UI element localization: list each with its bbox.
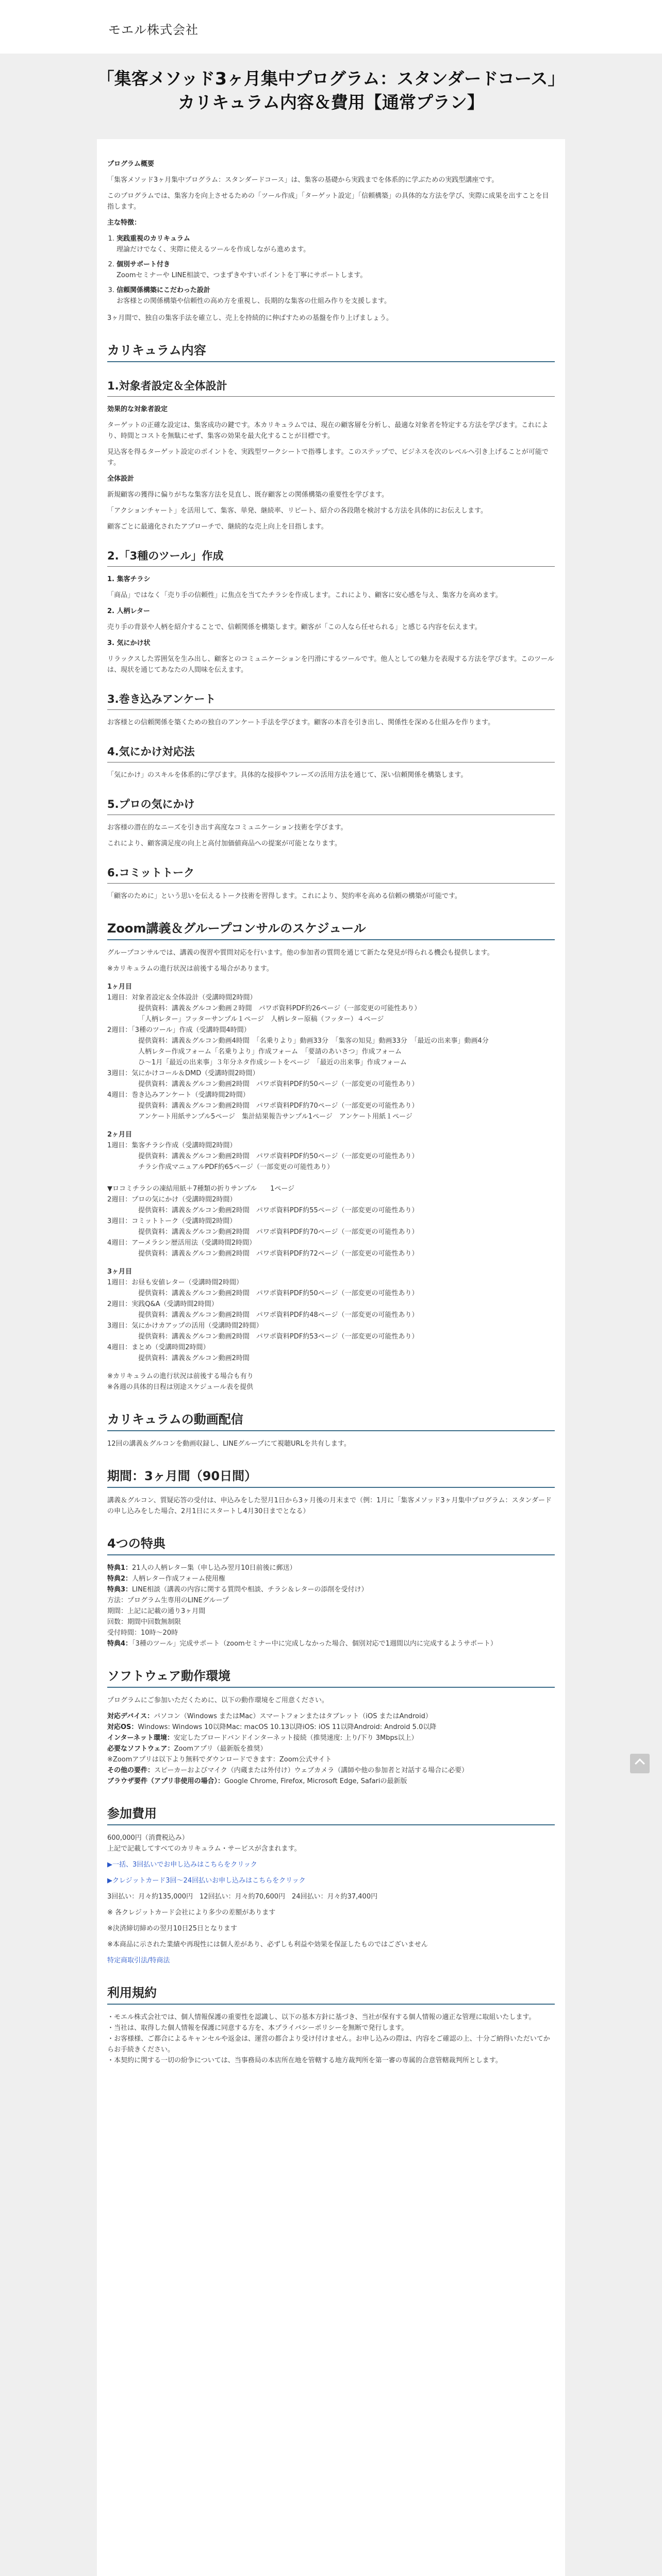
fee-note: ※本商品に示された業績や再現性には個人差があり、必ずしも利益や効果を保証したものではございません xyxy=(107,1941,428,1948)
software-line xyxy=(107,1743,555,1754)
overview-label: プログラム概要 xyxy=(107,160,154,168)
tool-desc: 売り手の背景や人柄を紹介することで、信頼関係を構築します。顧客が「この人なら任せられる」と感じる内容を伝えます。 xyxy=(107,623,482,631)
paragraph: 12回の講義＆グルコンを動画収録し、LINEグループにて視聴URLを共有します。 xyxy=(107,1440,351,1448)
section-heading-schedule: Zoom講義＆グループコンサルのスケジュール xyxy=(107,923,555,940)
price: 600,000円（消費税込み） xyxy=(107,1834,189,1842)
benefits-list xyxy=(107,1563,555,1649)
software-line-text: パソコン（Windows またはMac）スマートフォンまたはタブレット（iOS またはAndroid） xyxy=(154,1713,432,1720)
terms-line: ・モエル株式会社では、個人情報保護の重要性を認識し、以下の基本方針に基づき、当社が保有する個人情報の適正な管理に取組いたします。 xyxy=(107,2013,536,2021)
benefits-line-text: 「3種のツール」完成サポート（zoomセミナー中に完成しなかった場合、個別対応で1週間以内に完成するようサポート） xyxy=(132,1640,497,1648)
schedule-line: 1週目：お昼も安値レター（受講時間2時間） xyxy=(107,1279,243,1286)
software-line xyxy=(107,1733,555,1743)
terms-line: ・当社は、取得した個人情報を保護に同意する方を、本プライバシーポリシーを無断で発行します。 xyxy=(107,2024,408,2032)
apply-credit-installment-link[interactable]: ▶クレジットカード3回〜24回払いお申し込みはこちらをクリック xyxy=(107,1877,306,1885)
schedule-line: 提供資料：講義＆グルコン動画２時間 パワポ資料PDF約26ページ（一部変更の可能性あり） xyxy=(138,1005,421,1012)
feature-desc: 理論だけでなく、実際に使えるツールを作成しながら進めます。 xyxy=(117,246,310,253)
subsection-heading-5: 5.プロの気にかけ xyxy=(107,799,555,815)
software-line-text: Zoomアプリ（最新版を推奨） xyxy=(174,1745,267,1753)
tool-title: 3. 気にかけ状 xyxy=(107,639,151,647)
features-label: 主な特徴： xyxy=(107,219,141,227)
page-title-line1: 「集客メソッド3ヶ月集中プログラム：スタンダードコース」 xyxy=(97,69,565,89)
software-line xyxy=(107,1722,555,1733)
paragraph: 「顧客のために」という思いを伝えるトーク技術を習得します。これにより、契約率を高める信頼の構築が可能です。 xyxy=(107,892,461,900)
tool-title: 1. 集客チラシ xyxy=(107,575,151,583)
apply-lump-sum-link[interactable]: ▶一括、3回払いでお申し込みはこちらをクリック xyxy=(107,1861,257,1869)
software-line-label: その他の要件： xyxy=(107,1767,155,1774)
schedule-line: ▼ロコミチラシの凍結用紙＋7種類の折りサンプル 1ページ xyxy=(107,1185,295,1193)
section-heading-curriculum: カリキュラム内容 xyxy=(107,345,555,362)
page-hero xyxy=(0,54,662,131)
section-heading-video: カリキュラムの動画配信 xyxy=(107,1414,555,1431)
schedule-line: 「人柄レター」フッターサンプル１ページ 人柄レター原稿（フッター）４ページ xyxy=(138,1015,384,1023)
tool-title: 2. 人柄レター xyxy=(107,607,150,615)
schedule-line: 提供資料：講義＆グルコン動画2時間 パワポ資料PDF約50ページ（一部変更の可能性あり） xyxy=(138,1290,419,1297)
schedule-line: 4週目：アーメラシン歴活用法（受講時間2時間） xyxy=(107,1239,256,1247)
schedule-line: 2週目：「3種のツール」作成（受講時間4時間） xyxy=(107,1026,251,1034)
benefits-line-text: LINE相談（講義の内容に関する質問や相談、チラシ＆レターの添削を受付け） xyxy=(132,1586,368,1594)
schedule-line: 提供資料：講義＆グルコン動画2時間 xyxy=(138,1354,250,1362)
benefits-line xyxy=(107,1595,555,1606)
section-heading-benefits: 4つの特典 xyxy=(107,1538,555,1555)
schedule-month-label: 1ヶ月目 xyxy=(107,983,133,991)
paragraph: 顧客ごとに最適化されたアプローチで、継続的な売上向上を目指します。 xyxy=(107,523,328,531)
schedule-line: 提供資料：講義＆グルコン動画2時間 パワポ資料PDF約50ページ（一部変更の可能性あり） xyxy=(138,1080,419,1088)
software-line-text: ※Zoomアプリは以下より無料でダウンロードできます：Zoom公式サイト xyxy=(107,1756,332,1764)
schedule-line: 4週目：まとめ（受講時間2時間） xyxy=(107,1344,210,1351)
software-line-text: Google Chrome, Firefox, Microsoft Edge, Safariの最新版 xyxy=(224,1777,407,1785)
paragraph: 「アクションチャート」を活用して、集客、単発、継続率、リピート、紹介の各段階を検討する方法を具体的にお伝えします。 xyxy=(107,507,487,515)
schedule-line: 提供資料：講義＆グルコン動画4時間 「名乗りより」動画33分 「集客の知見」動画33分 「最近の出来事」動画4分 xyxy=(138,1037,489,1045)
subsection-heading-2: 2.「3種のツール」作成 xyxy=(107,551,555,567)
schedule-line: アンケート用紙サンプル5ページ 集計結果報告サンプル1ページ アンケート用紙１ページ xyxy=(138,1113,412,1121)
site-header xyxy=(0,0,662,54)
schedule-line: 1週目：対象者設定＆全体設計（受講時間2時間） xyxy=(107,994,257,1002)
feature-item xyxy=(117,259,555,281)
paragraph: 講義＆グルコン、質疑応答の受付は、申込みをした翌月1日から3ヶ月後の月末まで（例：1月に「集客メソッド3ヶ月集中プログラム：スタンダードの申し込みをした場合、2月1日にスタートし4月30日までとなる） xyxy=(107,1497,552,1515)
label-overall-design: 全体設計 xyxy=(107,475,135,483)
feature-item xyxy=(117,285,555,307)
feature-desc: Zoomセミナーや LINE相談で、つまずきやすいポイントを丁寧にサポートします。 xyxy=(117,272,367,279)
fee-note: ※決済締切締めの翌月10日25日となります xyxy=(107,1925,237,1933)
overview-paragraph: 「集客メソッド3ヶ月集中プログラム：スタンダードコース」は、集客の基礎から実践までを体系的に学ぶための実践型講座です。 xyxy=(107,176,499,184)
terms-line: ・本契約に関する一切の紛争については、当事務局の本店所在地を管轄する地方裁判所を第一審の専属的合意管轄裁判所とします。 xyxy=(107,2057,502,2064)
paragraph: 見込客を得るターゲット設定のポイントを、実践型ワークシートで指導します。このステップで、ビジネスを次のレベルへ引き上げることが可能です。 xyxy=(107,448,549,467)
company-name[interactable]: モエル株式会社 xyxy=(108,23,198,37)
benefits-line-text: 回数：期間中回数無制限 xyxy=(107,1618,181,1626)
benefits-line-text: 方法：プログラム生専用のLINEグループ xyxy=(107,1597,229,1604)
schedule-note: ※カリキュラムの進行状況は前後する場合も有り xyxy=(107,1372,254,1380)
paragraph: プログラムにご参加いただくために、以下の動作環境をご用意ください。 xyxy=(107,1697,328,1704)
benefits-line-text: 人柄レター作成フォーム使用権 xyxy=(132,1575,225,1583)
schedule-line: 提供資料：講義＆グルコン動画2時間 パワポ資料PDF約72ページ（一部変更の可能性あり） xyxy=(138,1250,419,1258)
subsection-heading-3: 3.巻き込みアンケート xyxy=(107,694,555,710)
section-heading-terms: 利用規約 xyxy=(107,1988,555,2005)
benefits-line xyxy=(107,1584,555,1595)
schedule-intro: グループコンサルでは、講義の復習や質問対応を行います。他の参加者の質問を通じて新たな発見が得られる機会も提供します。 xyxy=(107,949,494,957)
paragraph: 「気にかけ」のスキルを体系的に学びます。具体的な接拶やフレーズの活用方法を通じて、深い信頼関係を構築します。 xyxy=(107,771,468,779)
schedule-line: 提供資料：講義＆グルコン動画2時間 パワポ資料PDF約48ページ（一部変更の可能性あり） xyxy=(138,1311,419,1319)
software-line-text: スピーカーおよびマイク（内蔵または外付け）ウェブカメラ（講師や他の参加者と対話する場合に必要） xyxy=(154,1767,469,1774)
section-heading-fee: 参加費用 xyxy=(107,1808,555,1825)
schedule-line: 1週目：集客チラシ作成（受講時間2時間） xyxy=(107,1142,237,1149)
benefits-line xyxy=(107,1573,555,1584)
feature-title: 1. 実践重視のカリキュラム xyxy=(117,235,190,243)
tool-desc: 「商品」ではなく「売り手の信頼性」に焦点を当てたチラシを作成します。これにより、顧客に安心感を与え、集客力を高めます。 xyxy=(107,591,502,599)
schedule-line: 2週目：実践Q&A（受講時間2時間） xyxy=(107,1300,218,1308)
schedule-month-label: 2ヶ月目 xyxy=(107,1131,133,1139)
feature-desc: お客様との関係構築や信頼性の高め方を重視し、長期的な集客の仕組み作りを支援します。 xyxy=(117,297,391,305)
benefits-line-text: 受付時間：10時〜20時 xyxy=(107,1629,178,1637)
software-line-text: Windows: Windows 10以降Mac: macOS 10.13以降iOS: iOS 11以降Android: Android 5.0以降 xyxy=(138,1723,437,1731)
schedule-note: ※カリキュラムの進行状況は前後する場合があります。 xyxy=(107,965,273,973)
subsection-heading-1: 1.対象者設定＆全体設計 xyxy=(107,381,555,397)
feature-title: 3. 信頼関係構築にこだわった設計 xyxy=(117,286,210,294)
benefits-line-text: 期間：上記に記載の通り3ヶ月間 xyxy=(107,1607,206,1615)
paragraph: 新規顧客の獲得に偏りがちな集客方法を見直し、既存顧客との関係構築の重要性を学びます。 xyxy=(107,491,388,499)
software-line xyxy=(107,1754,555,1765)
schedule-line: ひ〜1月「最近の出来事」３年分ネタ作成シートをページ 「最近の出来事」作成フォーム xyxy=(138,1059,407,1066)
content-card xyxy=(97,139,565,2576)
paragraph: ターゲットの正確な設定は、集客成功の鍵です。本カリキュラムでは、現在の顧客層を分析し、最適な対象者を特定する方法を学びます。これにより、時間とコストを無駄にせず、集客の効果を最大化することが目標です。 xyxy=(107,421,549,440)
fee-note: ※ 各クレジットカード会社により多少の差額があります xyxy=(107,1909,276,1917)
benefits-line xyxy=(107,1563,555,1573)
software-line-text: 安定したブロードバンドインターネット接続（推奨速度: 上り/下り 3Mbps以上） xyxy=(173,1734,418,1742)
installment-amounts: 3回払い：月々約135,000円 12回払い：月々約70,600円 24回払い：月々約37,400円 xyxy=(107,1893,378,1901)
schedule-month-label: 3ヶ月目 xyxy=(107,1268,133,1276)
software-line-label: 必要なソフトウェア： xyxy=(107,1745,174,1753)
price-note: 上記で記載してすべてのカリキュラム・サービスが含まれます。 xyxy=(107,1845,301,1853)
software-line-label: 対応デバイス： xyxy=(107,1713,154,1720)
software-line-label: ブラウザ要件（アプリ非使用の場合）： xyxy=(107,1777,224,1785)
section-heading-software: ソフトウェア動作環境 xyxy=(107,1671,555,1688)
schedule-line: 2週目：プロの気にかけ（受講時間2時間） xyxy=(107,1196,237,1204)
page-title xyxy=(0,54,662,114)
subsection-heading-4: 4.気にかけ対応法 xyxy=(107,747,555,762)
overview-closing: 3ヶ月間で、独自の集客手法を確立し、売上を持続的に伸ばすための基盤を作り上げましょう。 xyxy=(107,314,393,322)
subsection-heading-6: 6.コミットトーク xyxy=(107,868,555,884)
benefits-line-label: 特典3： xyxy=(107,1586,133,1594)
terms-list xyxy=(107,2012,555,2066)
schedule-line: 提供資料：講義＆グルコン動画2時間 パワポ資料PDF約70ページ（一部変更の可能性あり） xyxy=(138,1228,419,1236)
benefits-line-text: 21人の人柄レター集（申し込み翌月10日前後に郵送） xyxy=(132,1564,296,1572)
feature-item xyxy=(117,233,555,255)
schedule-note: ※各週の具体的日程は別途スケジュール表を提供 xyxy=(107,1383,254,1391)
schedule-list xyxy=(107,981,555,1364)
page-title-line2: カリキュラム内容＆費用【通常プラン】 xyxy=(178,92,484,112)
schedule-line: 3週目：気にかけコール＆DMD（受講時間2時間） xyxy=(107,1070,259,1077)
schedule-line xyxy=(107,1173,555,1183)
schedule-line: 提供資料：講義＆グルコン動画2時間 パワポ資料PDF約70ページ（一部変更の可能性あり） xyxy=(138,1102,419,1110)
overview-paragraph: このプログラムでは、集客力を向上させるための「ツール作成」「ターゲット設定」「信頼構築」の具体的な方法を学び、実際に成果を出すことを目指します。 xyxy=(107,192,549,211)
benefits-line xyxy=(107,1617,555,1628)
benefits-line-label: 特典2： xyxy=(107,1575,133,1583)
schedule-line: 4週目：巻き込みアンケート（受講時間2時間） xyxy=(107,1091,250,1099)
schedule-line: 3週目：コミットトーク（受講時間2時間） xyxy=(107,1217,237,1225)
schedule-line: 提供資料：講義＆グルコン動画2時間 パワポ資料PDF約50ページ（一部変更の可能性あり） xyxy=(138,1153,419,1160)
label-target-setting: 効果的な対象者設定 xyxy=(107,405,168,413)
benefits-line-label: 特典4： xyxy=(107,1640,133,1648)
paragraph: お客様との信頼関係を築くための独自のアンケート手法を学びます。顧客の本音を引き出し、関係性を深める仕組みを作ります。 xyxy=(107,719,495,726)
benefits-line-label: 特典1： xyxy=(107,1564,133,1572)
software-line-label: インターネット環境： xyxy=(107,1734,174,1742)
software-line xyxy=(107,1765,555,1776)
feature-title: 2. 個別サポート付き xyxy=(117,261,171,268)
benefits-line xyxy=(107,1638,555,1649)
section-heading-period: 期間：3ヶ月間（90日間） xyxy=(107,1471,555,1488)
paragraph: お客様の潜在的なニーズを引き出す高度なコミュニケーション技術を学びます。 xyxy=(107,824,347,832)
schedule-line: 3週目：気にかけカアップの活用（受講時間2時間） xyxy=(107,1322,263,1330)
terms-line: ・お客様様、ご都合によるキャンセルや返金は、運営の都合より受け付けません。お申し込みの際は、内容をご確認の上、十分ご納得いただいてからお手続きください。 xyxy=(107,2035,550,2054)
schedule-line: チラシ作成マニュアルPDF約65ページ（一部変更の可能性あり） xyxy=(138,1163,334,1171)
paragraph: これにより、顧客満足度の向上と高付加価値商品への提案が可能となります。 xyxy=(107,840,341,848)
benefits-line xyxy=(107,1606,555,1617)
benefits-line xyxy=(107,1628,555,1638)
legal-notice-link[interactable]: 特定商取引法/特商法 xyxy=(107,1957,170,1964)
software-line-label: 対応OS： xyxy=(107,1723,138,1731)
scroll-top-button[interactable] xyxy=(630,1754,650,1773)
software-list xyxy=(107,1711,555,1787)
schedule-line: 人柄レター作成フォーム「名乗りより」作成フォーム 「要請のあいさつ」作成フォーム xyxy=(138,1048,402,1056)
software-line xyxy=(107,1711,555,1722)
chevron-up-icon xyxy=(635,1758,645,1769)
features-list xyxy=(107,233,555,307)
tool-desc: リラックスした雰囲気を生み出し、顧客とのコミュニケーションを円滑にするツールです。他人としての魅力を表現する方法を学びます。このツールは、現状を通じてあなたの人間味を伝えます。 xyxy=(107,655,554,674)
software-line xyxy=(107,1776,555,1787)
schedule-line: 提供資料：講義＆グルコン動画2時間 パワポ資料PDF約55ページ（一部変更の可能性あり） xyxy=(138,1207,419,1214)
schedule-line: 提供資料：講義＆グルコン動画2時間 パワポ資料PDF約53ページ（一部変更の可能性あり） xyxy=(138,1333,419,1341)
